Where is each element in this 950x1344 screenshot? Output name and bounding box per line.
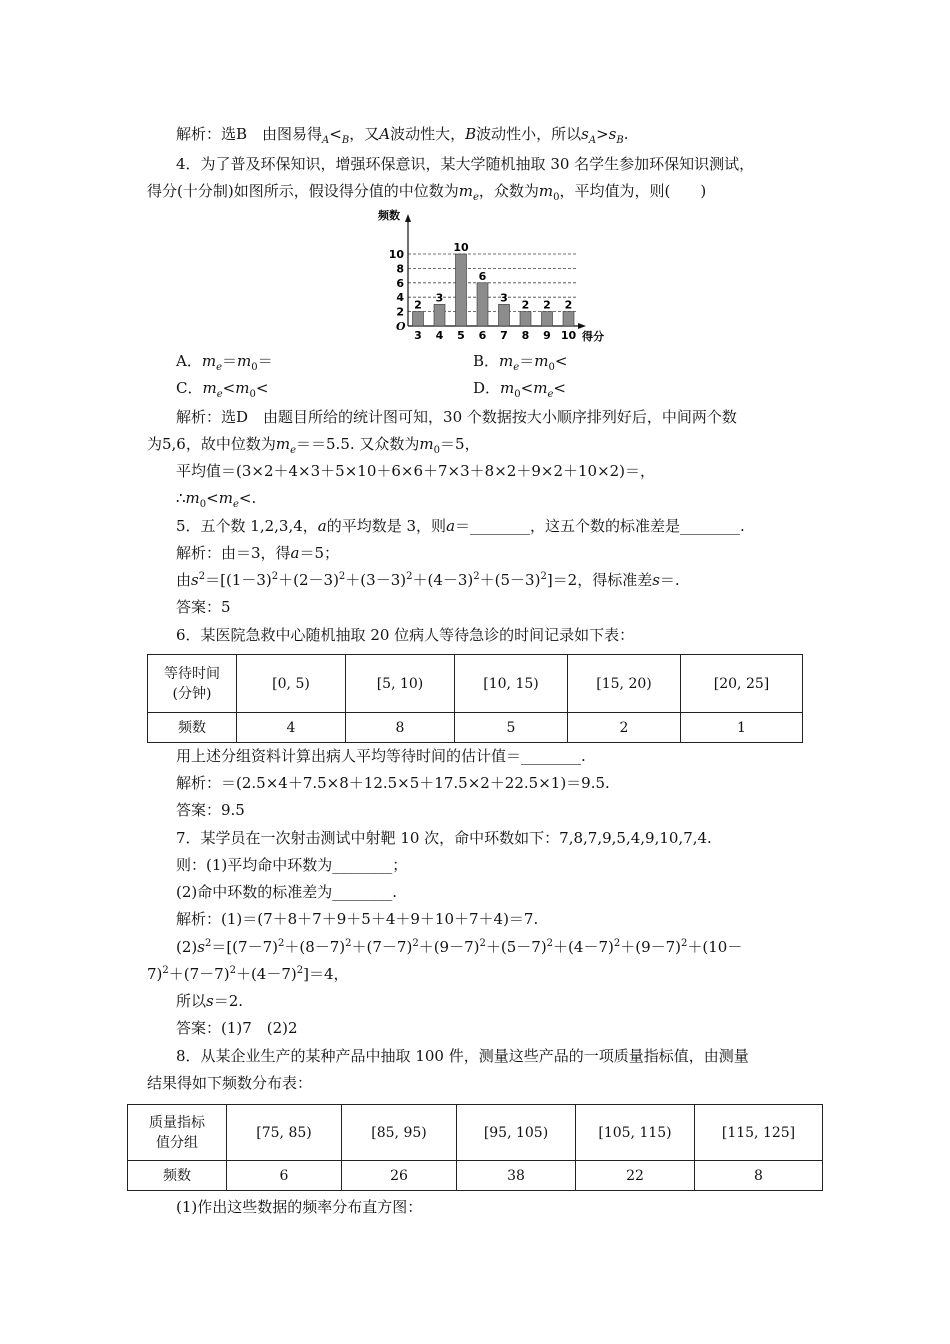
option-b: B．$m_e=m_0<$ — [473, 352, 568, 373]
y-tick-label: 4 — [396, 291, 404, 305]
y-tick-label: 8 — [396, 262, 404, 276]
solution-5-line-1: 解析：由＝3，得a＝5； — [176, 544, 340, 562]
bar — [434, 304, 445, 326]
table-cell: [20, 25] — [681, 655, 803, 713]
x-tick-label: 6 — [478, 329, 487, 342]
question-8-part-1: (1)作出这些数据的频率分布直方图： — [176, 1198, 423, 1216]
solution-4-line-1: 解析：选D 由题目所给的统计图可知，30 个数据按大小顺序排列好后，中间两个数 — [176, 408, 737, 426]
x-axis-label: 得分 — [582, 330, 604, 343]
option-c: C．$m_e<m_0<$ — [176, 379, 269, 400]
x-tick-label: 9 — [543, 329, 551, 342]
table-row — [148, 713, 803, 743]
bar — [542, 312, 553, 326]
solution-4-line-4: $\therefore m_0<m_e<$. — [176, 489, 257, 510]
table-header-cell: 等待时间 (分钟) — [148, 655, 237, 713]
bar — [477, 283, 488, 326]
y-axis-arrow — [405, 214, 411, 222]
x-tick-label: 10 — [560, 329, 577, 342]
x-tick-label: 3 — [414, 329, 422, 342]
bar-data-label: 2 — [521, 298, 530, 312]
question-7-line-2: 则：(1)平均命中环数为________； — [176, 856, 408, 874]
solution-7-line-4: 所以s＝2. — [176, 992, 244, 1010]
question-5: 5．五个数 1,2,3,4，a的平均数是 3，则a＝________，这五个数的标准差是________. — [176, 517, 745, 535]
table-cell: 8 — [346, 713, 455, 743]
table-cell: 38 — [457, 1161, 576, 1191]
solution-6: 解析：＝(2.5×4＋7.5×8＋12.5×5＋17.5×2＋22.5×1)＝9.5. — [176, 774, 610, 792]
question-7-line-1: 7．某学员在一次射击测试中射靶 10 次，命中环数如下：7,8,7,9,5,4,9,10,7,4. — [176, 829, 712, 847]
table-row — [128, 1105, 823, 1161]
table-cell: [5, 10) — [346, 655, 455, 713]
solution-7-line-3: $7)^2+(7-7)^2+(4-7)^2]=4$， — [147, 965, 349, 983]
table-row — [128, 1161, 823, 1191]
bar — [456, 254, 467, 326]
question-4-line-1: 4．为了普及环保知识，增强环保意识，某大学随机抽取 30 名学生参加环保知识测试， — [176, 155, 755, 173]
bar — [499, 304, 510, 326]
table-cell: 5 — [455, 713, 568, 743]
table-cell: 6 — [227, 1161, 342, 1191]
table-cell: [95, 105) — [457, 1105, 576, 1161]
y-tick-label: 10 — [388, 248, 404, 261]
answer-5: 答案：5 — [176, 598, 231, 616]
table-cell: [115, 125] — [695, 1105, 823, 1161]
waiting-time-table — [147, 654, 803, 743]
bar-data-label: 3 — [500, 291, 508, 305]
option-a: A．$m_e=m_0=$ — [176, 352, 273, 373]
y-axis-label: 频数 — [378, 209, 400, 222]
table-cell: 8 — [695, 1161, 823, 1191]
table-cell: [10, 15) — [455, 655, 568, 713]
bar-data-label: 2 — [543, 298, 551, 312]
solution-5-line-2: 由$s^2=[(1-3)^2+(2-3)^2+(3-3)^2+(4-3)^2+(5-3)^2]=2$，得标准差s＝. — [176, 571, 680, 589]
x-tick-label: 5 — [457, 329, 465, 342]
table-cell: [15, 20) — [568, 655, 681, 713]
bar — [520, 312, 531, 326]
x-tick-label: 4 — [435, 329, 444, 342]
table-cell: 26 — [342, 1161, 457, 1191]
question-4-line-2: 得分(十分制)如图所示，假设得分值的中位数为$m_e$，众数为$m_0$，平均值为，则( ) — [147, 182, 707, 203]
bar-data-label: 2 — [414, 298, 422, 312]
solution-3-line: 解析：选B 由图易得$_A<_B$，又A波动性大，B波动性小，所以$s_A>s_B$. — [176, 125, 629, 146]
table-cell: [85, 95) — [342, 1105, 457, 1161]
solution-7-line-2: $(2)s^2=[(7-7)^2+(8-7)^2+(7-7)^2+(9-7)^2+(5-7)^2+(4-7)^2+(9-7)^2+(10-$ — [176, 938, 743, 956]
table-header-cell: 质量指标 值分组 — [128, 1105, 227, 1161]
table-header-cell: 频数 — [128, 1161, 227, 1191]
bar-data-label: 6 — [478, 269, 487, 283]
answer-7: 答案：(1)7 (2)2 — [176, 1019, 298, 1037]
score-frequency-bar-chart — [376, 208, 604, 343]
solution-4-line-2: 为5,6，故中位数为$m_e==5.5$. 又众数为$m_0=5$， — [147, 435, 480, 456]
origin-label: O — [396, 320, 406, 333]
bar-data-label: 3 — [435, 291, 444, 305]
table-header-cell: 频数 — [148, 713, 237, 743]
table-cell: [0, 5) — [237, 655, 346, 713]
bar-data-label: 10 — [453, 241, 469, 254]
bar-data-label: 2 — [564, 298, 573, 312]
quality-index-table — [127, 1104, 823, 1191]
solution-4-line-3: 平均值＝(3×2＋4×3＋5×10＋6×6＋7×3＋8×2＋9×2＋10×2)＝， — [176, 462, 656, 480]
x-tick-label: 7 — [500, 329, 508, 342]
table-cell: 2 — [568, 713, 681, 743]
bar — [563, 312, 574, 326]
answer-6: 答案：9.5 — [176, 801, 245, 819]
question-8-line-1: 8．从某企业生产的某种产品中抽取 100 件，测量这些产品的一项质量指标值，由测量 — [176, 1047, 749, 1065]
question-6: 6．某医院急救中心随机抽取 20 位病人等待急诊的时间记录如下表： — [176, 626, 635, 644]
option-d: D．$m_0<m_e<$ — [473, 379, 566, 400]
x-axis-arrow — [578, 323, 586, 329]
table-cell: 4 — [237, 713, 346, 743]
x-tick-label: 8 — [521, 329, 530, 342]
bar — [413, 312, 424, 326]
table-cell: [75, 85) — [227, 1105, 342, 1161]
table-cell: 22 — [576, 1161, 695, 1191]
y-tick-label: 2 — [396, 305, 404, 319]
y-tick-label: 6 — [396, 276, 404, 290]
solution-7-line-1: 解析：(1)＝(7＋8＋7＋9＋5＋4＋9＋10＋7＋4)＝7. — [176, 910, 539, 928]
table-cell: 1 — [681, 713, 803, 743]
question-6-line-2: 用上述分组资料计算出病人平均等待时间的估计值＝________. — [176, 747, 586, 765]
table-row — [148, 655, 803, 713]
question-8-line-2: 结果得如下频数分布表： — [147, 1074, 313, 1092]
question-7-line-3: (2)命中环数的标准差为________. — [176, 883, 398, 901]
table-cell: [105, 115) — [576, 1105, 695, 1161]
